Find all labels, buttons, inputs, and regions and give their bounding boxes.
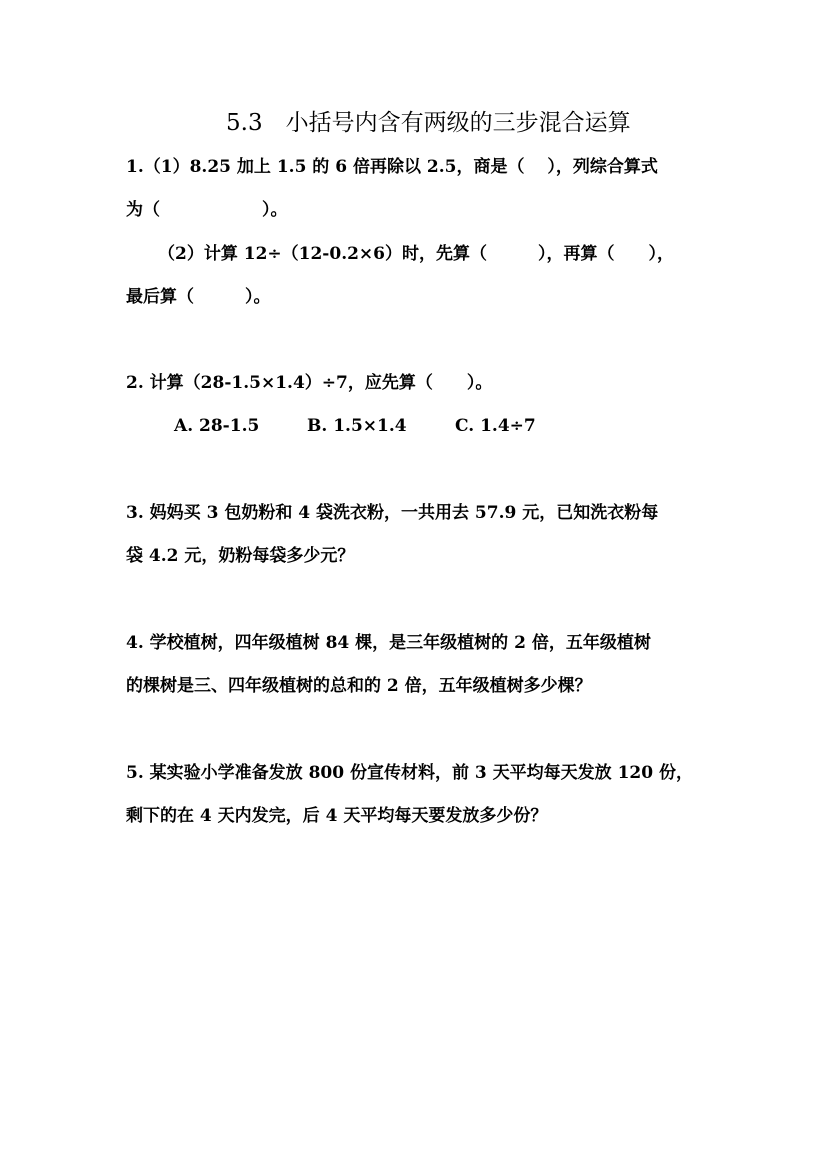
q1-line-3: （2）计算 12÷（12-0.2×6）时，先算（ ），再算（ ）， [158, 244, 675, 264]
page-title: 5.3 小括号内含有两级的三步混合运算 [226, 110, 631, 136]
q1-line-4: 最后算（ ）。 [126, 287, 271, 307]
q3-line-1: 3. 妈妈买 3 包奶粉和 4 袋洗衣粉，一共用去 57.9 元，已知洗衣粉每 [126, 503, 659, 523]
q2-stem: 2. 计算（28-1.5×1.4）÷7，应先算（ ）。 [126, 373, 493, 393]
q5-line-1: 5. 某实验小学准备发放 800 份宣传材料，前 3 天平均每天发放 120 份， [126, 763, 693, 783]
q4-line-1: 4. 学校植树，四年级植树 84 棵，是三年级植树的 2 倍，五年级植树 [126, 633, 651, 653]
q1-line-2: 为（ ）。 [126, 200, 288, 220]
q3-line-2: 袋 4.2 元，奶粉每袋多少元？ [126, 546, 355, 566]
q2-option-c: C. 1.4÷7 [455, 416, 536, 436]
q4-line-2: 的棵树是三、四年级植树的总和的 2 倍，五年级植树多少棵？ [126, 676, 592, 696]
q1-line-1: 1.（1）8.25 加上 1.5 的 6 倍再除以 2.5，商是（ ），列综合算式 [126, 157, 658, 177]
q2-option-a: A. 28-1.5 [174, 416, 260, 436]
q2-option-b: B. 1.5×1.4 [307, 416, 407, 436]
q5-line-2: 剩下的在 4 天内发完，后 4 天平均每天要发放多少份？ [126, 806, 548, 826]
